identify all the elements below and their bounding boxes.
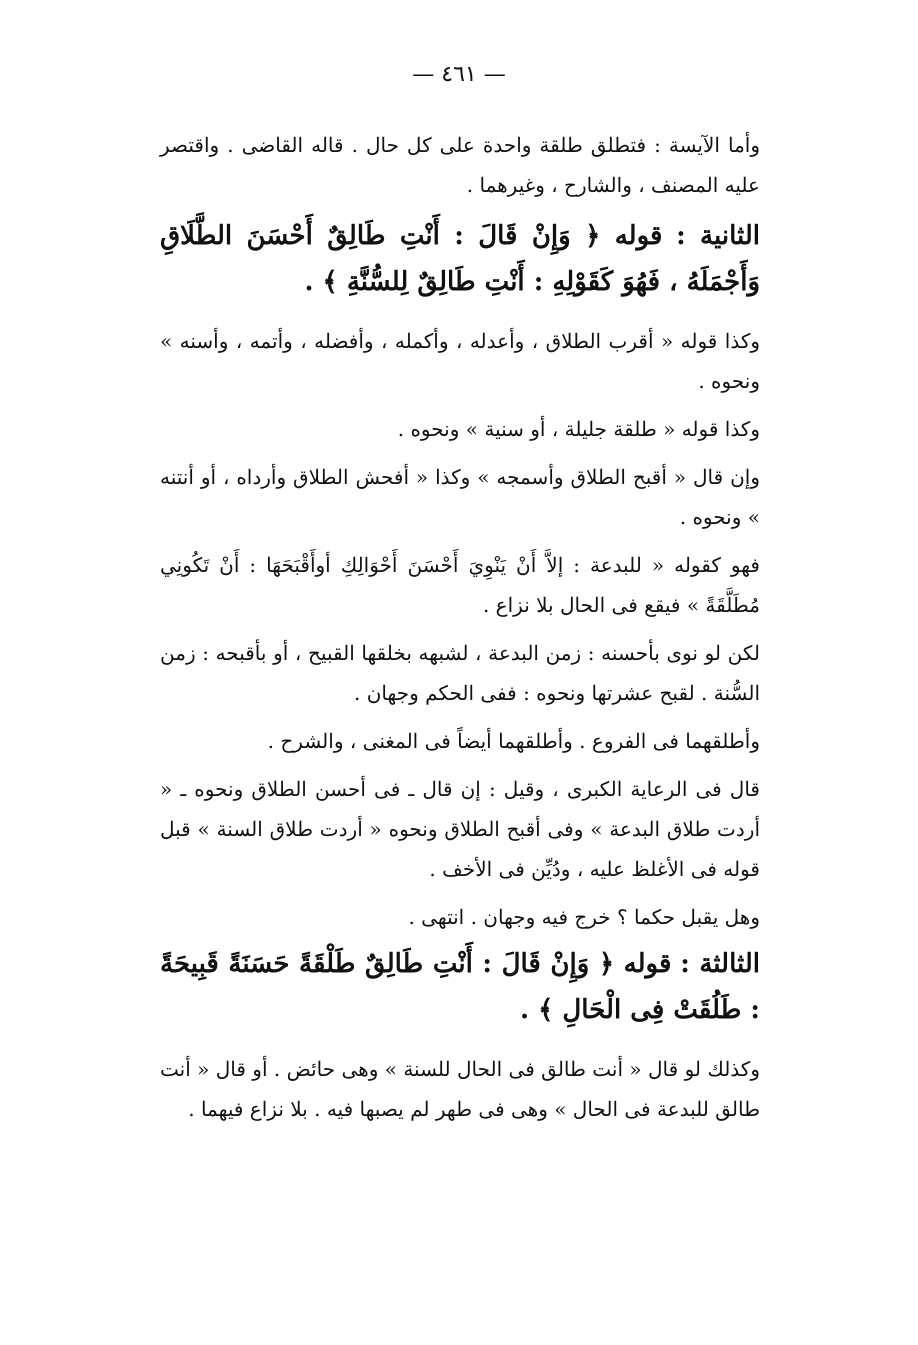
paragraph-niyya: لكن لو نوى بأحسنه : زمن البدعة ، لشبهه بخلقها القبيح ، أو بأقبحه : زمن السُّنة . لقبح عشرتها ونحوه : ففى الحكم وجهان . bbox=[160, 641, 760, 705]
paragraph-hukm: وهل يقبل حكما ؟ خرج فيه وجهان . انتهى . bbox=[408, 905, 760, 929]
paragraph-aqrab: وكذا قوله « أقرب الطلاق ، وأعدله ، وأكمله ، وأفضله ، وأتمه ، وأسنه » ونحوه . bbox=[160, 329, 760, 393]
paragraph-ri3aya: قال فى الرعاية الكبرى ، وقيل : إن قال ـ فى أحسن الطلاق ونحوه ـ « أردت طلاق البدعة » وفى أقبح الطلاق ونحوه « أردت طلاق السنة » قبل قوله فى الأغلظ عليه ، ودُيِّن فى الأخف . bbox=[160, 777, 760, 881]
paragraph-ayisa: وأما الآيسة : فتطلق طلقة واحدة على كل حال . قاله القاضى . واقتصر عليه المصنف ، والشارح ، وغيرهما . bbox=[160, 133, 760, 197]
paragraph-kadhalik: وكذلك لو قال « أنت طالق فى الحال للسنة » وهى حائض . أو قال « أنت طالق للبدعة فى الحال » وهى فى طهر لم يصبها فيه . بلا نزاع فيهما . bbox=[160, 1057, 760, 1121]
issue-label: الثالثة : bbox=[680, 949, 760, 979]
page-number: — ٤٦١ — bbox=[412, 62, 506, 87]
paragraph-third-issue bbox=[160, 941, 760, 1033]
paragraph-furu3: وأطلقهما فى الفروع . وأطلقهما أيضاً فى المغنى ، والشرح . bbox=[267, 729, 760, 753]
paragraph-aqbah: وإن قال « أقبح الطلاق وأسمجه » وكذا « أفحش الطلاق وأرداه ، أو أنتنه » ونحوه . bbox=[160, 465, 760, 529]
quoted-text: قوله ﴿ وَإِنْ قَالَ : أَنْتِ طَالِقٌ طَلْقَةً حَسَنَةً قَبِيحَةً : طَلُقَتْ فِى الْحَالِ ﴾ . bbox=[160, 949, 760, 1025]
paragraph-jalila: وكذا قوله « طلقة جليلة ، أو سنية » ونحوه . bbox=[397, 417, 760, 441]
issue-label: الثانية : bbox=[676, 221, 760, 251]
quoted-text: قوله ﴿ وَإِنْ قَالَ : أَنْتِ طَالِقٌ أَحْسَنَ الطَّلَاقِ وَأَجْمَلَهُ ، فَهُوَ كَقَوْلِهِ : أَنْتِ طَالِقٌ لِلسُّنَّةِ ﴾ . bbox=[160, 221, 760, 297]
page-body bbox=[160, 125, 760, 1137]
paragraph-bid3a: فهو كقوله « للبدعة : إلاَّ أَنْ يَنْوِيَ أَحْسَنَ أَحْوَالِكِ أوأَقْبَحَهَا : أَنْ تَكُونِي مُطَلَّقَةً » فيقع فى الحال بلا نزاع . bbox=[160, 553, 760, 617]
paragraph-second-issue bbox=[160, 213, 760, 305]
